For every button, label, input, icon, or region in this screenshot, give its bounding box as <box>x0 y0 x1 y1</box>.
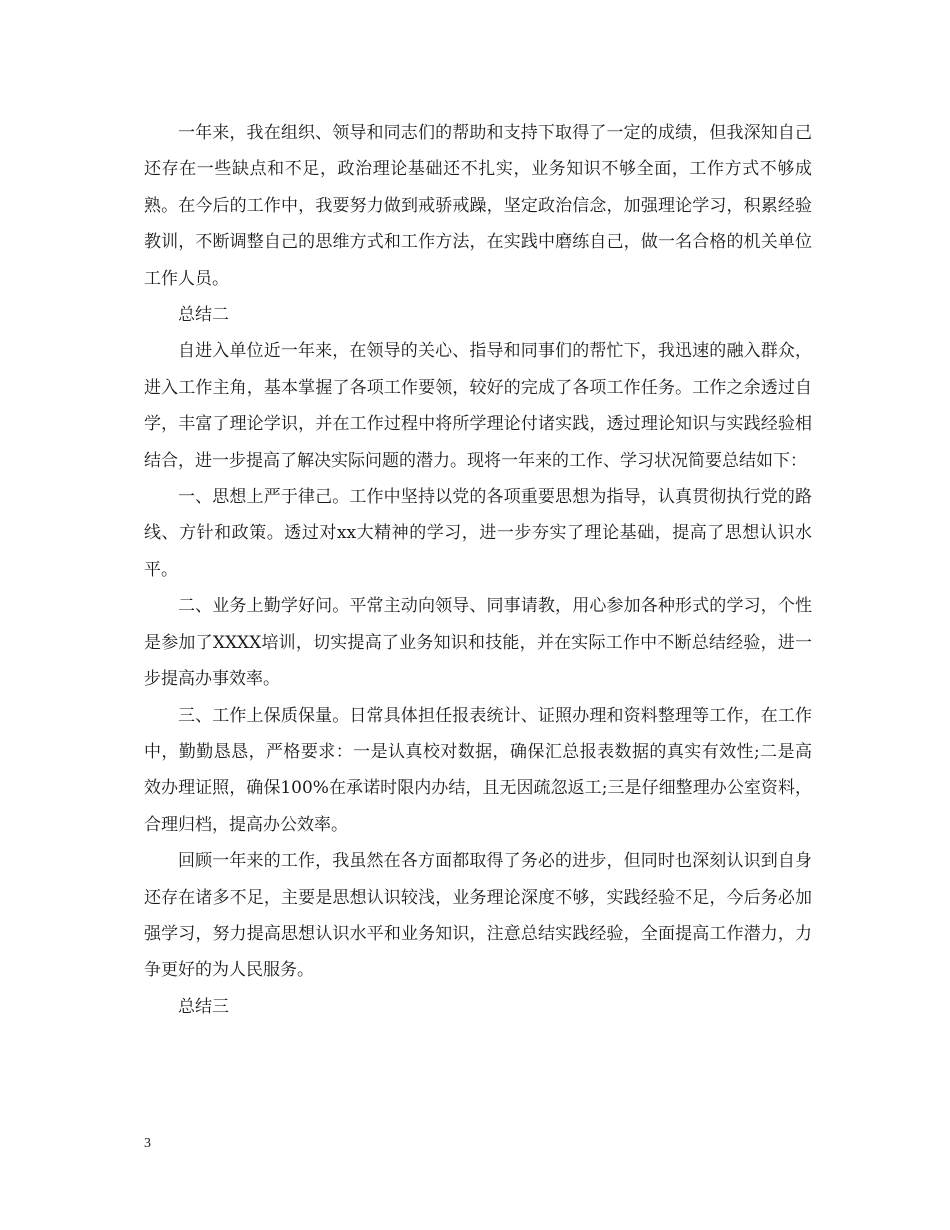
page-number: 3 <box>144 1136 151 1151</box>
paragraph-point-two: 二、业务上勤学好问。平常主动向领导、同事请教，用心参加各种形式的学习，个性是参加了XXXX培训，切实提高了业务知识和技能，并在实际工作中不断总结经验，进一步提高办事效率。 <box>144 596 812 690</box>
paragraph-intro: 自进入单位近一年来，在领导的关心、指导和同事们的帮忙下，我迅速的融入群众，进入工作主角，基本掌握了各项工作要领，较好的完成了各项工作任务。工作之余透过自学，丰富了理论学识，并在工作过程中将所学理论付诸实践，透过理论知识与实践经验相结合，进一步提高了解决实际问题的潜力。现将一年来的工作、学习状况简要总结如下： <box>144 341 812 471</box>
paragraph-point-one: 一、思想上严于律己。工作中坚持以党的各项重要思想为指导，认真贯彻执行党的路线、方针和政策。透过对xx大精神的学习，进一步夯实了理论基础，提高了思想认识水平。 <box>144 487 812 580</box>
paragraph-conclusion: 一年来，我在组织、领导和同志们的帮助和支持下取得了一定的成绩，但我深知自己还存在一些缺点和不足，政治理论基础还不扎实，业务知识不够全面，工作方式不够成熟。在今后的工作中，我要努力做到戒骄戒躁，坚定政治信念，加强理论学习，积累经验教训，不断调整自己的思维方式和工作方法，在实践中磨练自己，做一名合格的机关单位工作人员。 <box>144 123 812 289</box>
section-heading-summary-three: 总结三 <box>178 996 229 1017</box>
section-heading-summary-two: 总结二 <box>178 305 229 326</box>
paragraph-review: 回顾一年来的工作，我虽然在各方面都取得了务必的进步，但同时也深刻认识到自身还存在诸多不足，主要是思想认识较浅，业务理论深度不够，实践经验不足，今后务必加强学习，努力提高思想认识水平和业务知识，注意总结实践经验，全面提高工作潜力，力争更好的为人民服务。 <box>144 851 812 981</box>
paragraph-point-three: 三、工作上保质保量。日常具体担任报表统计、证照办理和资料整理等工作，在工作中，勤勤恳恳，严格要求：一是认真校对数据，确保汇总报表数据的真实有效性;二是高效办理证照，确保100%在承诺时限内办结，且无因疏忽返工;三是仔细整理办公室资料，合理归档，提高办公效率。 <box>144 705 812 835</box>
document-body <box>144 115 812 1025</box>
